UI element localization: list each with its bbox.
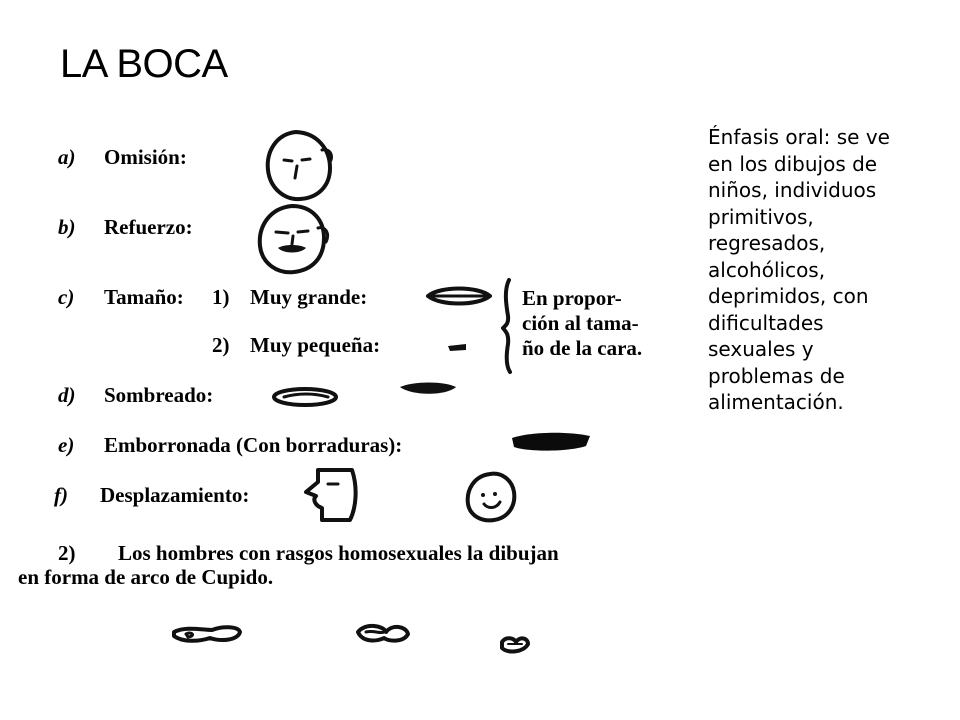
face-displaced-profile-drawing	[306, 470, 356, 520]
size-label-grande: Muy grande:	[250, 285, 368, 309]
cupid-bow-mouth-drawing-2	[358, 626, 408, 641]
mouth-shaded-drawing-2	[400, 383, 456, 394]
item-label-refuerzo: Refuerzo:	[104, 215, 193, 239]
item-marker-f: f)	[54, 483, 68, 507]
face-displaced-front-drawing	[468, 474, 515, 521]
item-label-omision: Omisión:	[104, 145, 187, 169]
size-label-pequena: Muy pequeña:	[250, 333, 381, 357]
item-marker-a: a)	[58, 145, 76, 169]
size-marker-1: 1)	[212, 285, 230, 309]
bracket-note-line-3: ño de la cara.	[522, 336, 643, 360]
bracket-note-line-2: ción al tama-	[522, 311, 639, 335]
item-label-emborronada: Emborronada (Con borraduras):	[104, 433, 403, 457]
item-label-tamano: Tamaño:	[104, 285, 184, 309]
footnote-line-1: Los hombres con rasgos homosexuales la dibujan	[118, 541, 559, 565]
item-marker-b: b)	[58, 215, 76, 239]
face-reinforced-drawing	[260, 206, 328, 272]
mouth-shaded-drawing-1	[274, 389, 336, 405]
bracket-note-line-1: En propor-	[522, 286, 622, 310]
slide-title: LA BOCA	[60, 42, 228, 86]
footnote-line-2: en forma de arco de Cupido.	[18, 565, 274, 589]
face-omission-drawing	[268, 132, 332, 199]
size-marker-2: 2)	[212, 333, 230, 357]
item-marker-d: d)	[58, 383, 76, 407]
item-marker-e: e)	[58, 433, 75, 457]
item-label-desplazamiento: Desplazamiento:	[100, 483, 250, 507]
item-marker-c: c)	[58, 285, 75, 309]
bracket	[503, 280, 510, 372]
mouth-large-drawing	[428, 289, 490, 304]
mouth-small-drawing	[448, 344, 466, 351]
body-text: Énfasis oral: se ve en los dibujos de niños, individuos primitivos, regresados, alcohólicos, deprimidos, con dificultades sexuales y problemas de alimentación.	[708, 125, 890, 414]
footnote-marker: 2)	[58, 541, 76, 565]
mouth-smudged-drawing	[512, 433, 590, 451]
cupid-bow-mouth-drawing-3	[502, 638, 528, 651]
cupid-bow-mouth-drawing-1	[174, 627, 240, 641]
item-label-sombreado: Sombreado:	[104, 383, 214, 407]
